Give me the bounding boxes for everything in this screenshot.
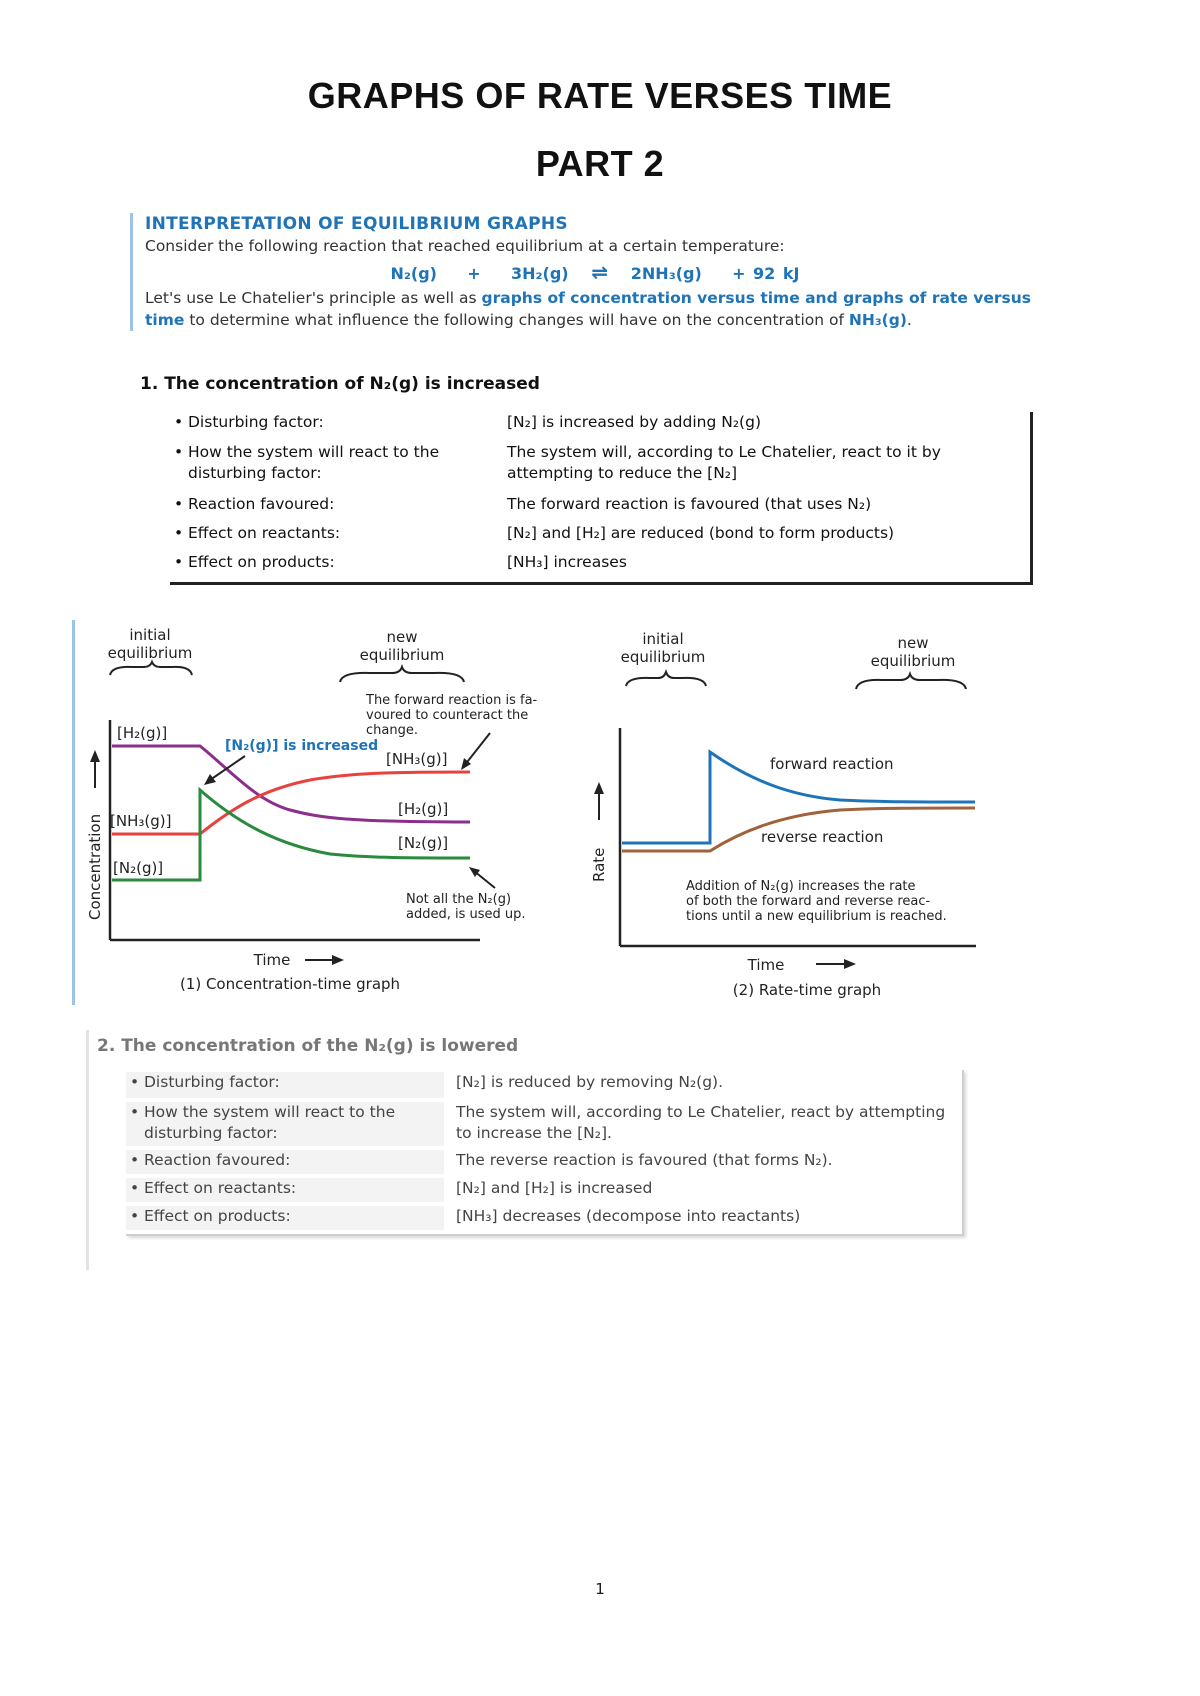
page-title-line1: GRAPHS OF RATE VERSES TIME bbox=[307, 75, 893, 116]
g2-top-right-line1: new bbox=[897, 634, 929, 652]
g1-x-axis-label: Time bbox=[253, 951, 291, 969]
table-row bbox=[170, 552, 1030, 578]
row-key: • Reaction favoured: bbox=[170, 494, 508, 515]
eq-energy: + 92 kJ bbox=[732, 264, 800, 283]
section2-title: 2. The concentration of the N₂(g) is lowered bbox=[97, 1036, 519, 1056]
g2-top-left-line2: equilibrium bbox=[620, 648, 706, 666]
g2-note-line3: tions until a new equilibrium is reached. bbox=[686, 909, 947, 924]
row-value: The reverse reaction is favoured (that forms N₂). bbox=[456, 1151, 833, 1169]
g1-note-bottom-line2: added, is used up. bbox=[406, 907, 526, 922]
intro-para-bold: graphs of concentration versus time and graphs of rate versus time bbox=[145, 289, 1031, 329]
intro-heading: INTERPRETATION OF EQUILIBRIUM GRAPHS bbox=[145, 214, 568, 234]
row-value: [N₂] and [H₂] is increased bbox=[456, 1179, 653, 1197]
g2-x-axis-label: Time bbox=[747, 956, 785, 974]
table-row bbox=[170, 523, 1030, 552]
table-row bbox=[126, 1206, 962, 1232]
row-value: [N₂] and [H₂] are reduced (bond to form products) bbox=[507, 524, 895, 542]
g2-brace-left bbox=[626, 672, 706, 686]
table-row bbox=[126, 1102, 962, 1150]
table-row bbox=[170, 442, 1030, 494]
eq-plus: + bbox=[467, 264, 481, 283]
g1-increase-label: [N₂(g)] is increased bbox=[225, 738, 379, 754]
row-value: [N₂] is increased by adding N₂(g) bbox=[507, 413, 761, 431]
table-row bbox=[170, 412, 1030, 442]
row-key: • Reaction favoured: bbox=[126, 1150, 444, 1174]
table-row bbox=[170, 494, 1030, 523]
row-value: [NH₃] decreases (decompose into reactants) bbox=[456, 1207, 801, 1225]
g1-note-bottom-line1: Not all the N₂(g) bbox=[406, 892, 512, 907]
g1-y-arrowhead bbox=[90, 750, 100, 762]
row-key: • How the system will react to the disturbing factor: bbox=[170, 442, 478, 484]
intro-paragraph bbox=[145, 287, 1045, 331]
g2-top-right-line2: equilibrium bbox=[870, 652, 956, 670]
g2-reverse-label: reverse reaction bbox=[761, 828, 884, 846]
eq-h2: 3H₂(g) bbox=[510, 264, 569, 283]
row-key: • Disturbing factor: bbox=[170, 412, 508, 433]
reaction-equation bbox=[145, 257, 1045, 287]
section2-table bbox=[126, 1070, 964, 1236]
g1-note-top-line1: The forward reaction is fa- bbox=[366, 693, 538, 708]
g1-arrow-note-top bbox=[464, 733, 490, 766]
g1-brace-right bbox=[340, 667, 464, 682]
g1-h2-right-label: [H₂(g)] bbox=[398, 800, 449, 818]
section1-table bbox=[170, 412, 1033, 585]
g2-note-line2: of both the forward and reverse reac- bbox=[686, 894, 931, 909]
g1-n2-left-label: [N₂(g)] bbox=[113, 859, 164, 877]
row-value: The system will, according to Le Chatelier, react by attempting to increase the [N₂]. bbox=[456, 1103, 946, 1142]
g2-note-line1: Addition of N₂(g) increases the rate bbox=[686, 879, 916, 894]
equilibrium-arrow-icon: ⇌ bbox=[591, 260, 609, 284]
table-row bbox=[126, 1150, 962, 1178]
g2-y-arrowhead bbox=[594, 782, 604, 794]
g1-top-right-line1: new bbox=[386, 628, 418, 646]
g1-nh3-right-label: [NH₃(g)] bbox=[386, 750, 448, 768]
g1-top-right-line2: equilibrium bbox=[359, 646, 445, 664]
intro-sentence: Consider the following reaction that reached equilibrium at a certain temperature: bbox=[145, 237, 785, 255]
g1-arrowhead-increase bbox=[204, 774, 216, 785]
g1-brace-left bbox=[110, 662, 192, 675]
rate-time-graph bbox=[580, 620, 1000, 1010]
intro-box bbox=[130, 213, 1045, 331]
g2-top-left-line1: initial bbox=[642, 630, 684, 648]
g2-x-arrowhead bbox=[844, 959, 856, 969]
g1-nh3-left-label: [NH₃(g)] bbox=[110, 812, 172, 830]
intro-para-end: to determine what influence the following changes will have on the concentration of bbox=[189, 311, 844, 329]
row-key: • Effect on reactants: bbox=[126, 1178, 444, 1202]
row-value: [N₂] is reduced by removing N₂(g). bbox=[456, 1073, 724, 1091]
g1-note-top-line2: voured to counteract the bbox=[366, 708, 529, 723]
section2-accent-bar bbox=[86, 1030, 89, 1270]
page-number: 1 bbox=[595, 1580, 605, 1598]
intro-para-species: NH₃(g) bbox=[848, 311, 907, 329]
row-key: • Effect on products: bbox=[170, 552, 508, 573]
row-value: [NH₃] increases bbox=[507, 553, 627, 571]
table-row bbox=[126, 1072, 962, 1102]
g2-brace-right bbox=[856, 674, 966, 689]
g1-top-left-line2: equilibrium bbox=[107, 644, 193, 662]
intro-para-start: Let's use Le Chatelier's principle as well as bbox=[145, 289, 477, 307]
g1-top-left-line1: initial bbox=[129, 626, 171, 644]
row-key: • Disturbing factor: bbox=[126, 1072, 444, 1098]
eq-n2: N₂(g) bbox=[390, 264, 437, 283]
page-title-line2: PART 2 bbox=[535, 143, 665, 184]
g2-caption: (2) Rate-time graph bbox=[732, 981, 882, 999]
row-value: The system will, according to Le Chatelier, react to it by attempting to reduce the [N₂] bbox=[507, 443, 941, 482]
row-key: • How the system will react to the disturbing factor: bbox=[126, 1102, 444, 1146]
g2-y-axis-label: Rate bbox=[590, 847, 608, 882]
g1-h2-left-label: [H₂(g)] bbox=[117, 724, 168, 742]
g1-caption: (1) Concentration-time graph bbox=[179, 975, 401, 993]
row-value: The forward reaction is favoured (that uses N₂) bbox=[507, 495, 872, 513]
g2-forward-label: forward reaction bbox=[770, 755, 894, 773]
graphs-accent-bar bbox=[72, 620, 75, 1005]
eq-nh3: 2NH₃(g) bbox=[630, 264, 702, 283]
intro-para-period: . bbox=[906, 311, 912, 329]
g1-y-axis-label: Concentration bbox=[86, 813, 104, 920]
g1-n2-right-label: [N₂(g)] bbox=[398, 834, 449, 852]
g1-note-top-line3: change. bbox=[366, 723, 418, 738]
row-key: • Effect on reactants: bbox=[170, 523, 508, 544]
g1-x-arrowhead bbox=[332, 955, 344, 965]
row-key: • Effect on products: bbox=[126, 1206, 444, 1230]
section1-title: 1. The concentration of N₂(g) is increased bbox=[140, 374, 540, 394]
concentration-time-graph bbox=[80, 620, 580, 1010]
table-row bbox=[126, 1178, 962, 1206]
